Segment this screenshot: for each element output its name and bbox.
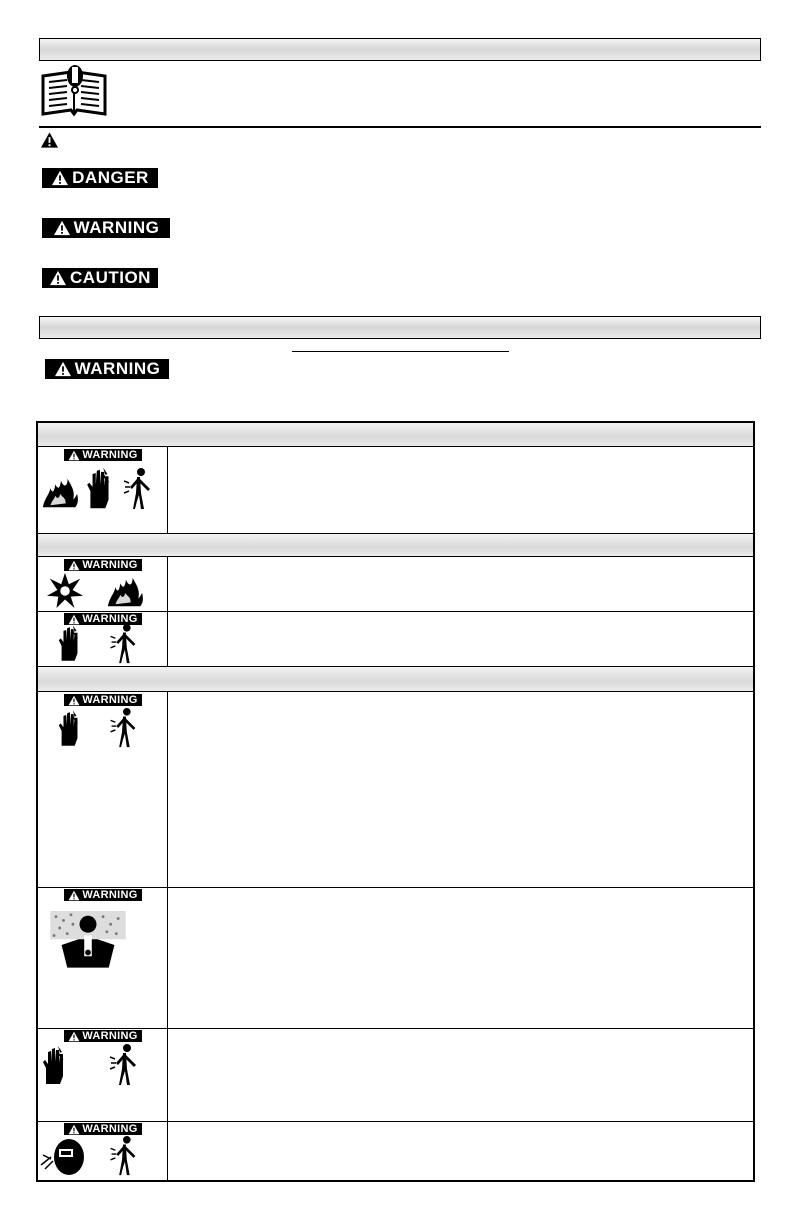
safety-alert-icon — [40, 131, 59, 149]
injury-person-icon — [108, 1135, 138, 1177]
fire-icon — [106, 573, 144, 609]
warning-label: WARNING — [82, 694, 138, 706]
table-warning-badge — [64, 694, 142, 706]
warning-label: WARNING — [82, 559, 138, 571]
caution-badge — [42, 268, 158, 288]
section-header-bar — [39, 316, 761, 339]
alert-triangle-icon — [54, 361, 72, 377]
table-warning-badge — [64, 449, 142, 461]
injury-person-icon — [108, 1043, 138, 1087]
alert-triangle-icon — [68, 1031, 80, 1042]
warning-label: WARNING — [82, 1123, 138, 1135]
section-header-bar — [39, 38, 761, 61]
explosion-icon — [46, 571, 84, 609]
shock-hand-icon — [84, 467, 116, 511]
alert-triangle-icon — [68, 695, 80, 706]
warning-label: WARNING — [74, 359, 161, 378]
warning-label: WARNING — [82, 613, 138, 625]
alert-triangle-icon — [51, 170, 69, 186]
warning-label: WARNING — [82, 449, 138, 461]
alert-triangle-icon — [68, 614, 80, 625]
fire-icon — [41, 473, 79, 511]
warning-label: WARNING — [73, 218, 160, 237]
row-divider — [38, 611, 753, 612]
alert-triangle-icon — [68, 560, 80, 571]
table-warning-badge — [64, 1030, 142, 1042]
welding-helmet-icon — [40, 1137, 86, 1177]
alert-triangle-icon — [68, 890, 80, 901]
table-category-band — [38, 533, 753, 557]
warning-label: WARNING — [82, 889, 138, 901]
row-divider — [38, 1028, 753, 1029]
alert-triangle-icon — [49, 270, 67, 286]
alert-triangle-icon — [53, 220, 71, 236]
table-warning-badge — [64, 1123, 142, 1135]
table-warning-badge — [64, 889, 142, 901]
shock-hand-icon — [56, 709, 84, 749]
alert-triangle-icon — [68, 1124, 80, 1135]
safety-warnings-table — [36, 421, 755, 1182]
shock-hand-icon — [40, 1045, 70, 1087]
injury-person-icon — [122, 467, 152, 511]
divider-rule — [39, 126, 761, 128]
injury-person-icon — [108, 623, 138, 665]
caution-label: CAUTION — [70, 268, 151, 287]
shock-hand-icon — [56, 625, 84, 663]
danger-label: DANGER — [72, 168, 149, 187]
warning-badge — [45, 359, 169, 379]
warning-label: WARNING — [82, 1030, 138, 1042]
column-divider — [167, 557, 168, 666]
table-warning-badge — [64, 559, 142, 571]
column-divider — [167, 447, 168, 533]
table-category-band — [38, 423, 753, 447]
row-divider — [38, 1121, 753, 1122]
column-divider — [167, 692, 168, 1180]
alert-triangle-icon — [68, 450, 80, 461]
warning-badge — [42, 218, 170, 238]
danger-badge — [42, 168, 158, 188]
fumes-inhalation-icon — [48, 911, 128, 977]
read-manual-icon — [41, 64, 107, 119]
table-category-band — [38, 666, 753, 692]
underline-rule — [292, 351, 509, 352]
injury-person-icon — [108, 707, 138, 749]
row-divider — [38, 887, 753, 888]
